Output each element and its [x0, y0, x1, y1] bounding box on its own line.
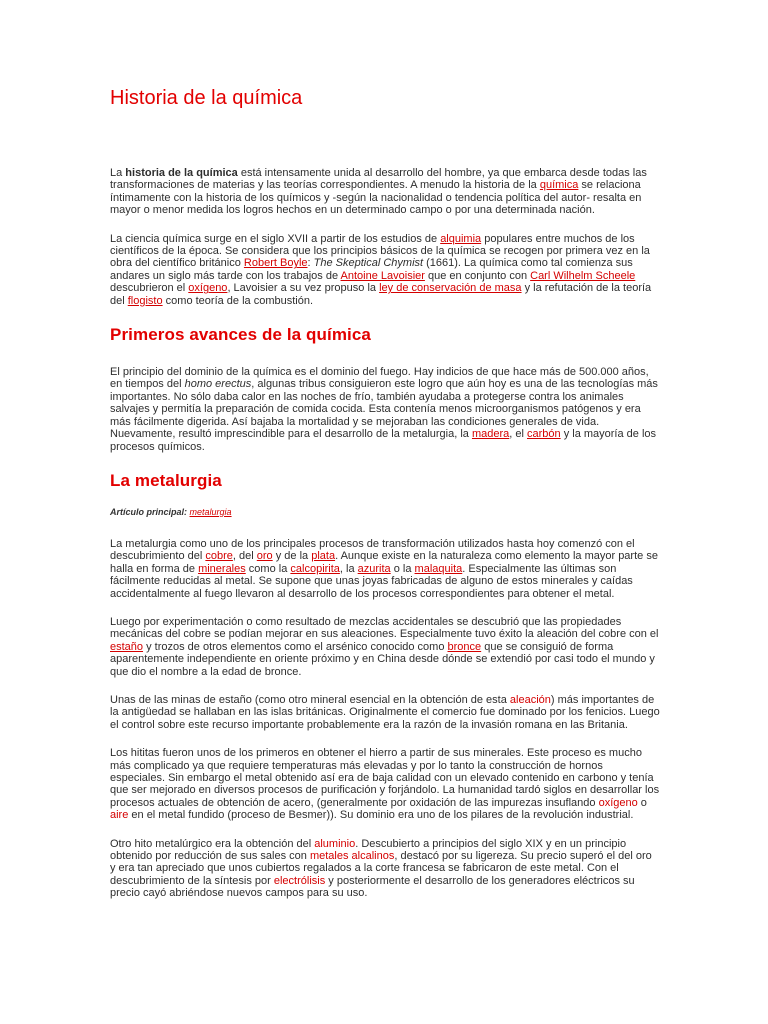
link-plata[interactable]: plata: [311, 550, 336, 563]
text: , la: [339, 562, 358, 575]
text: La metalurgia como uno de los principales procesos de transformación utilizados hasta hoy comenzó con el descubrimiento del: [110, 537, 635, 563]
text: , el: [509, 428, 527, 441]
link-aleacion[interactable]: aleación: [509, 693, 551, 706]
text: Unas de las minas de estaño (como otro mineral esencial en la obtención de esta: [110, 693, 510, 706]
text: . Descubierto a principios del siglo XIX y en un principio obtenido por reducción de sus sales con: [110, 837, 627, 863]
text: y de la: [272, 550, 312, 563]
text: está intensamente unida al desarrollo del hombre, ya que embarca desde todas las transformaciones de materias y las teorías correspondientes. A menudo la historia de la: [110, 167, 647, 192]
text: como teoría de la combustión.: [162, 294, 314, 307]
link-ley-conservacion-masa[interactable]: ley de conservación de masa: [379, 282, 522, 295]
link-oxigeno[interactable]: oxígeno: [188, 282, 228, 295]
text: y la refutación de la teoría del: [110, 282, 652, 307]
link-oro[interactable]: oro: [256, 550, 273, 563]
text: o: [637, 796, 647, 809]
text: o la: [390, 562, 415, 575]
text: . Aunque existe en la naturaleza como elemento la mayor parte se halla en forma de: [110, 550, 658, 575]
text: La: [110, 167, 126, 179]
text: como la: [245, 562, 291, 575]
link-metales-alcalinos[interactable]: metales alcalinos: [309, 850, 395, 863]
article-body: [110, 84, 660, 916]
link-bronce[interactable]: bronce: [447, 640, 482, 653]
text: y trozos de otros elementos como el arsénico conocido como: [143, 640, 448, 653]
text: Los hititas fueron unos de los primeros en obtener el hierro a partir de sus minerales. Este proceso es mucho más complicado ya que requiere temperaturas más elevadas y por lo tanto la construcción de hornos especiales. Sin embargo el metal obtenido así era de baja calidad con un elevado contenido en carbono y tenía que ser mejorado en diversos procesos de purificación y forjándolo. La humanidad tardó siglos en desarrollar los procesos actuales de obtención de acero, (generalmente por oxidación de las impurezas insuflando: [110, 747, 660, 809]
page-title: Historia de la química: [110, 87, 303, 109]
link-malaquita[interactable]: malaquita: [414, 562, 463, 575]
section-heading-avances: Primeros avances de la química: [110, 325, 371, 345]
text: que en conjunto con: [424, 269, 531, 282]
section-heading-metalurgia: La metalurgia: [110, 470, 222, 490]
aluminium-paragraph: [110, 838, 660, 900]
link-flogisto[interactable]: flogisto: [127, 294, 163, 307]
fire-paragraph: [110, 366, 660, 453]
link-madera[interactable]: madera: [471, 428, 510, 441]
text: , Lavoisier a su vez propuso la: [227, 282, 380, 295]
book-title: The Skeptical Chymist: [313, 257, 424, 270]
text: , algunas tribus consiguieron este logro que aún hoy es una de las tecnologías más importantes. No sólo daba calor en las noches de frío, también ayudaba a protegerse contra los animales salvajes y permitía la preparación de comida cocida. Esta contenía menos microorganismos patógenos y era más fácilmente digerida. Así bajaba la mortalidad y se mejoraban las condiciones generales de vida. Nuevamente, resultó imprescindible para el desarrollo de la metalurgia, la: [110, 378, 658, 441]
italic-term: homo erectus: [184, 378, 252, 391]
text: , del: [232, 550, 257, 563]
link-carl-wilhelm-scheele[interactable]: Carl Wilhelm Scheele: [530, 269, 636, 282]
text: se relaciona íntimamente con la historia de los químicos y -según la nacionalidad o tendencia política del autor- resalta en mayor o menor medida los logros hechos en un determinado campo o por una determinada nación.: [110, 179, 642, 217]
text: Luego por experimentación o como resultado de mezclas accidentales se descubrió que las propiedades mecánicas del cobre se podían mejorar en sus aleaciones. Especialmente tuvo éxito la aleación del cobre con el: [110, 615, 659, 641]
iron-paragraph: [110, 747, 660, 821]
text: en el metal fundido (proceso de Besmer)). Su dominio era uno de los pilares de la revolución industrial.: [128, 809, 634, 822]
copper-paragraph: [110, 538, 660, 600]
text: Otro hito metalúrgico era la obtención del: [110, 837, 315, 850]
link-azurita[interactable]: azurita: [357, 562, 391, 575]
main-article-label: Artículo principal:: [110, 506, 188, 517]
text: , destacó por su ligereza. Su precio superó el del oro y era tan apreciado que unos cubiertos regalados a la corte francesa se fabricaron de este metal. Con el descubrimiento de la síntesis por: [110, 850, 652, 887]
main-article-note: [110, 506, 660, 518]
link-aire[interactable]: aire: [110, 809, 129, 822]
text: y posteriormente el desarrollo de los generadores eléctricos su precio cayó abriéndose nuevos campos para su uso.: [110, 874, 635, 900]
link-antoine-lavoisier[interactable]: Antoine Lavoisier: [340, 269, 425, 282]
link-calcopirita[interactable]: calcopirita: [290, 562, 340, 575]
tin-paragraph: [110, 694, 660, 731]
link-alquimia[interactable]: alquimia: [440, 232, 482, 245]
link-electrolisis[interactable]: electrólisis: [273, 874, 326, 887]
link-minerales[interactable]: minerales: [198, 562, 246, 575]
text: . Especialmente las últimas son fácilmente reducidas al metal. Se supone que unas joyas fabricadas de alguno de estos minerales y caídas accidentalmente al fuego llevaron al desarrollo de los procesos correspondientes para obtener el metal.: [110, 562, 633, 600]
text: que se consiguió de forma aparentemente independiente en oriente próximo y en China desde dónde se extendió por casi todo el mundo y que dio el nombre a la edad de bronce.: [110, 640, 655, 678]
bronze-paragraph: [110, 616, 660, 678]
link-cobre[interactable]: cobre: [205, 550, 233, 563]
link-estano[interactable]: estaño: [110, 640, 144, 653]
link-quimica[interactable]: química: [539, 179, 579, 192]
origins-paragraph: [110, 233, 660, 307]
link-carbon[interactable]: carbón: [527, 428, 561, 441]
text: (1661). La química como tal comienza sus andares un siglo más tarde con los trabajos de: [110, 257, 633, 282]
link-aluminio[interactable]: aluminio: [314, 837, 356, 850]
text: :: [307, 257, 314, 270]
text: y la mayoría de los procesos químicos.: [110, 428, 657, 453]
text: ) más importantes de la antigüedad se hallaban en las islas británicas. Originalmente el comercio fue dominado por los fenicios. Luego el control sobre este recurso importante probablemente era la razón de la invasión romana en las Britania.: [110, 693, 660, 731]
text: descubrieron el: [110, 282, 189, 295]
link-robert-boyle[interactable]: Robert Boyle: [243, 257, 308, 270]
text: El principio del dominio de la química es el dominio del fuego. Hay indicios de que hace más de 500.000 años, en tiempos del: [110, 366, 649, 391]
bold-term: historia de la química: [125, 167, 238, 179]
link-oxigeno-2[interactable]: oxígeno: [598, 796, 638, 809]
text: populares entre muchos de los científicos de la época. Se considera que los principios básicos de la química se recogen por primera vez en la obra del científico británico: [110, 232, 650, 270]
intro-paragraph: [110, 167, 660, 217]
link-metalurgia[interactable]: metalurgia: [189, 506, 232, 517]
text: La ciencia química surge en el siglo XVII a partir de los estudios de: [110, 232, 441, 245]
